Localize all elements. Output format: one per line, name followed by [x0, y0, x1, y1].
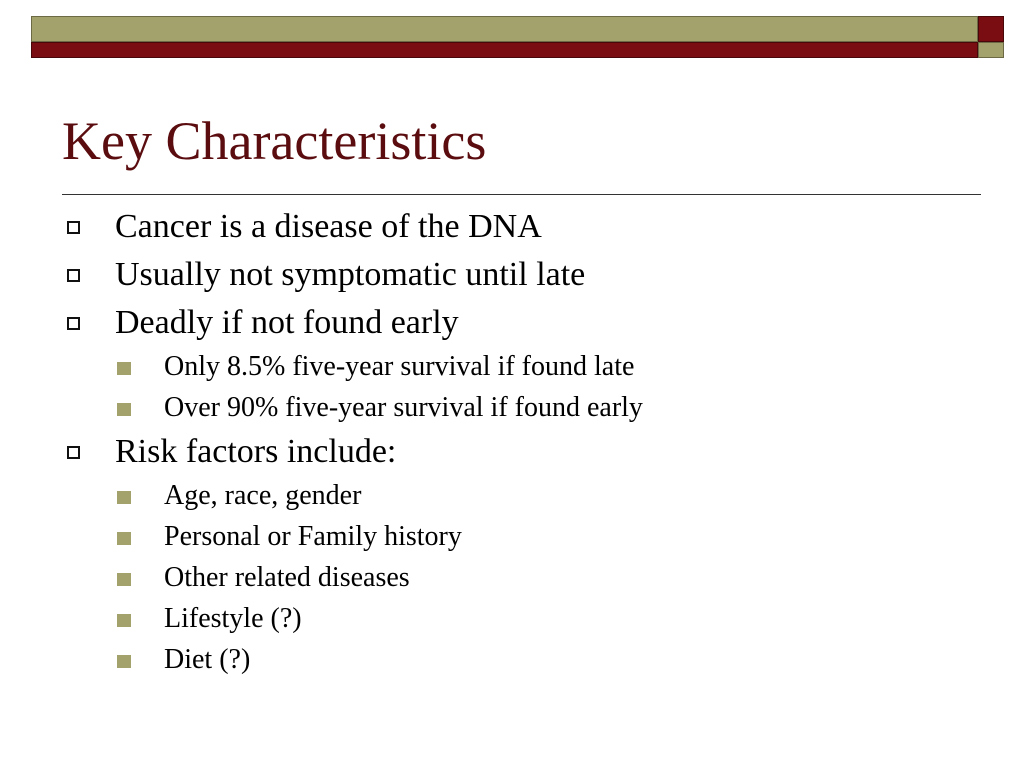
- filled-square-bullet-icon: [117, 403, 131, 416]
- bullet-text: Risk factors include:: [115, 433, 397, 470]
- sub-bullet-text: Only 8.5% five-year survival if found late: [164, 351, 635, 382]
- sub-bullet-text: Other related diseases: [164, 562, 410, 593]
- filled-square-bullet-icon: [117, 491, 131, 504]
- filled-square-bullet-icon: [117, 532, 131, 545]
- hollow-square-bullet-icon: [67, 269, 80, 282]
- slide-title: Key Characteristics: [62, 111, 487, 171]
- hollow-square-bullet-icon: [67, 221, 80, 234]
- sub-bullet-text: Age, race, gender: [164, 480, 362, 511]
- filled-square-bullet-icon: [117, 614, 131, 627]
- filled-square-bullet-icon: [117, 573, 131, 586]
- filled-square-bullet-icon: [117, 655, 131, 668]
- sub-bullet-text: Diet (?): [164, 644, 251, 675]
- sub-bullet-text: Personal or Family history: [164, 521, 462, 552]
- hollow-square-bullet-icon: [67, 446, 80, 459]
- sub-bullet-text: Over 90% five-year survival if found early: [164, 392, 643, 423]
- hollow-square-bullet-icon: [67, 317, 80, 330]
- bullet-text: Usually not symptomatic until late: [115, 256, 586, 293]
- bullet-text: Deadly if not found early: [115, 304, 459, 341]
- filled-square-bullet-icon: [117, 362, 131, 375]
- sub-bullet-text: Lifestyle (?): [164, 603, 302, 634]
- bullet-text: Cancer is a disease of the DNA: [115, 208, 542, 245]
